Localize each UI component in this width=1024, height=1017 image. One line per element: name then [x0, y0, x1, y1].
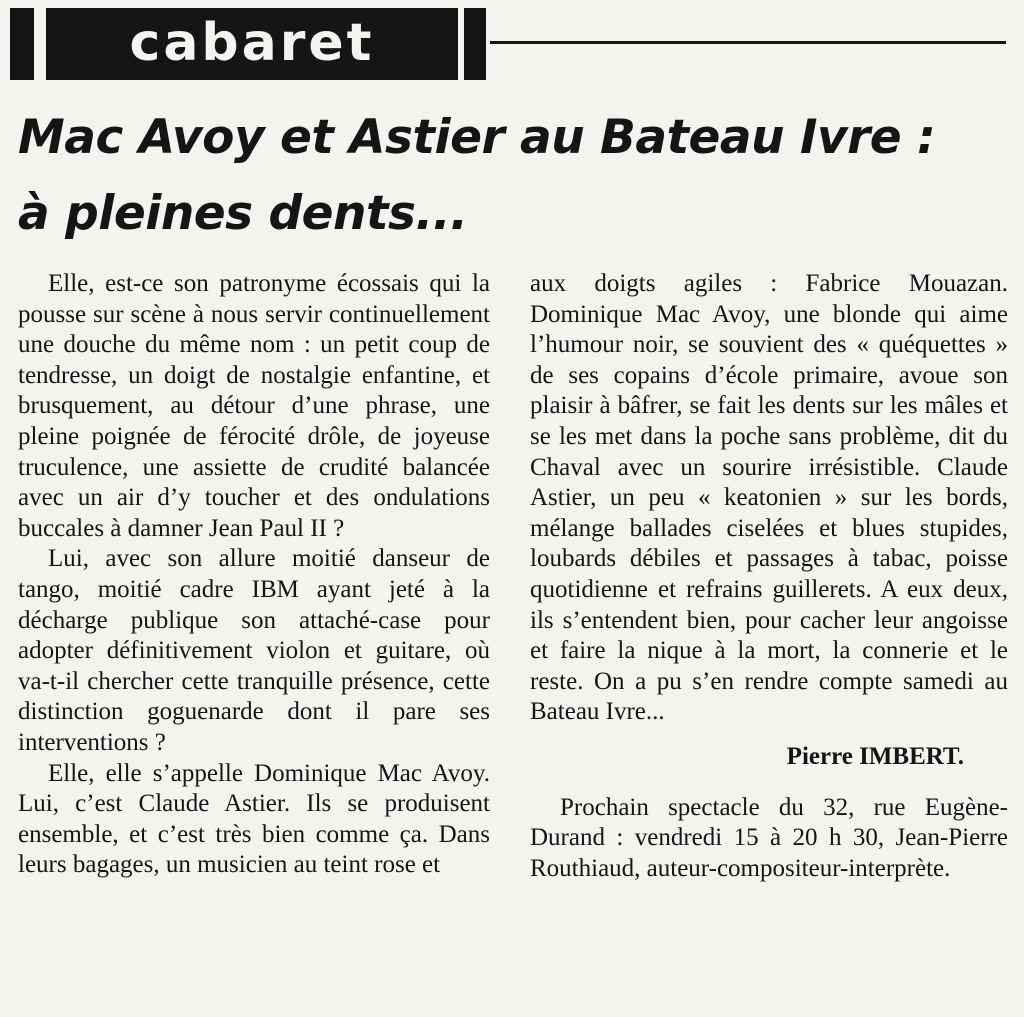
article-column-right — [530, 269, 1008, 884]
rubric-left-bar — [10, 8, 34, 80]
rubric-rule — [490, 41, 1006, 44]
headline-line-2: à pleines dents... — [18, 186, 468, 241]
headline-line-1: Mac Avoy et Astier au Bateau Ivre : — [18, 110, 936, 165]
rubric-right-bar — [464, 8, 486, 80]
article-paragraph-3: Elle, elle s’appelle Dominique Mac Avoy. Lui, c’est Claude Astier. Ils se produisent ensemble, et c’est très bien comme ça. Dans leurs bagages, un musicien au teint rose et — [18, 759, 490, 879]
upcoming-show-note: Prochain spectacle du 32, rue Eugène-Durand : vendredi 15 à 20 h 30, Jean-Pierre Routhiaud, auteur-compositeur-interprète. — [530, 793, 1008, 882]
rubric-banner — [46, 8, 458, 80]
rubric-label: cabaret — [129, 13, 375, 73]
article-paragraph-1: Elle, est-ce son patronyme écossais qui la pousse sur scène à nous servir continuellement une douche du même nom : un petit coup de tendresse, un doigt de nostalgie enfantine, et brusquement, au détour d’une phrase, une pleine poignée de férocité drôle, de joyeuse truculence, une assiette de crudité balancée avec un air d’y toucher et des ondulations buccales à damner Jean Paul II ? — [18, 270, 490, 542]
article-paragraph-2: Lui, avec son allure moitié danseur de tango, moitié cadre IBM ayant jeté à la décharge publique son attaché-case pour adopter définitivement violon et guitare, où va-t-il chercher cette tranquille présence, cette distinction goguenarde dont il pare ses interventions ? — [18, 545, 490, 756]
article-column-left — [18, 269, 490, 881]
headline — [18, 100, 1018, 252]
author-signature: Pierre IMBERT. — [786, 742, 964, 770]
article-paragraph-3-continued: aux doigts agiles : Fabrice Mouazan. Dominique Mac Avoy, une blonde qui aime l’humour noir, se souvient des « quéquettes » de ses copains d’école primaire, avoue son plaisir à bâfrer, se fait les dents sur les mâles et se les met dans la poche sans problème, dit du Chaval avec un sourire irrésistible. Claude Astier, un peu « keatonien » sur les bords, mélange ballades ciselées et blues stupides, loubards débiles et passages à tabac, poisse quotidienne et refrains guillerets. A eux deux, ils s’entendent bien, pour cacher leur angoisse et faire la nique à la mort, la connerie et le reste. On a pu s’en rendre compte samedi au Bateau Ivre... — [530, 270, 1008, 726]
